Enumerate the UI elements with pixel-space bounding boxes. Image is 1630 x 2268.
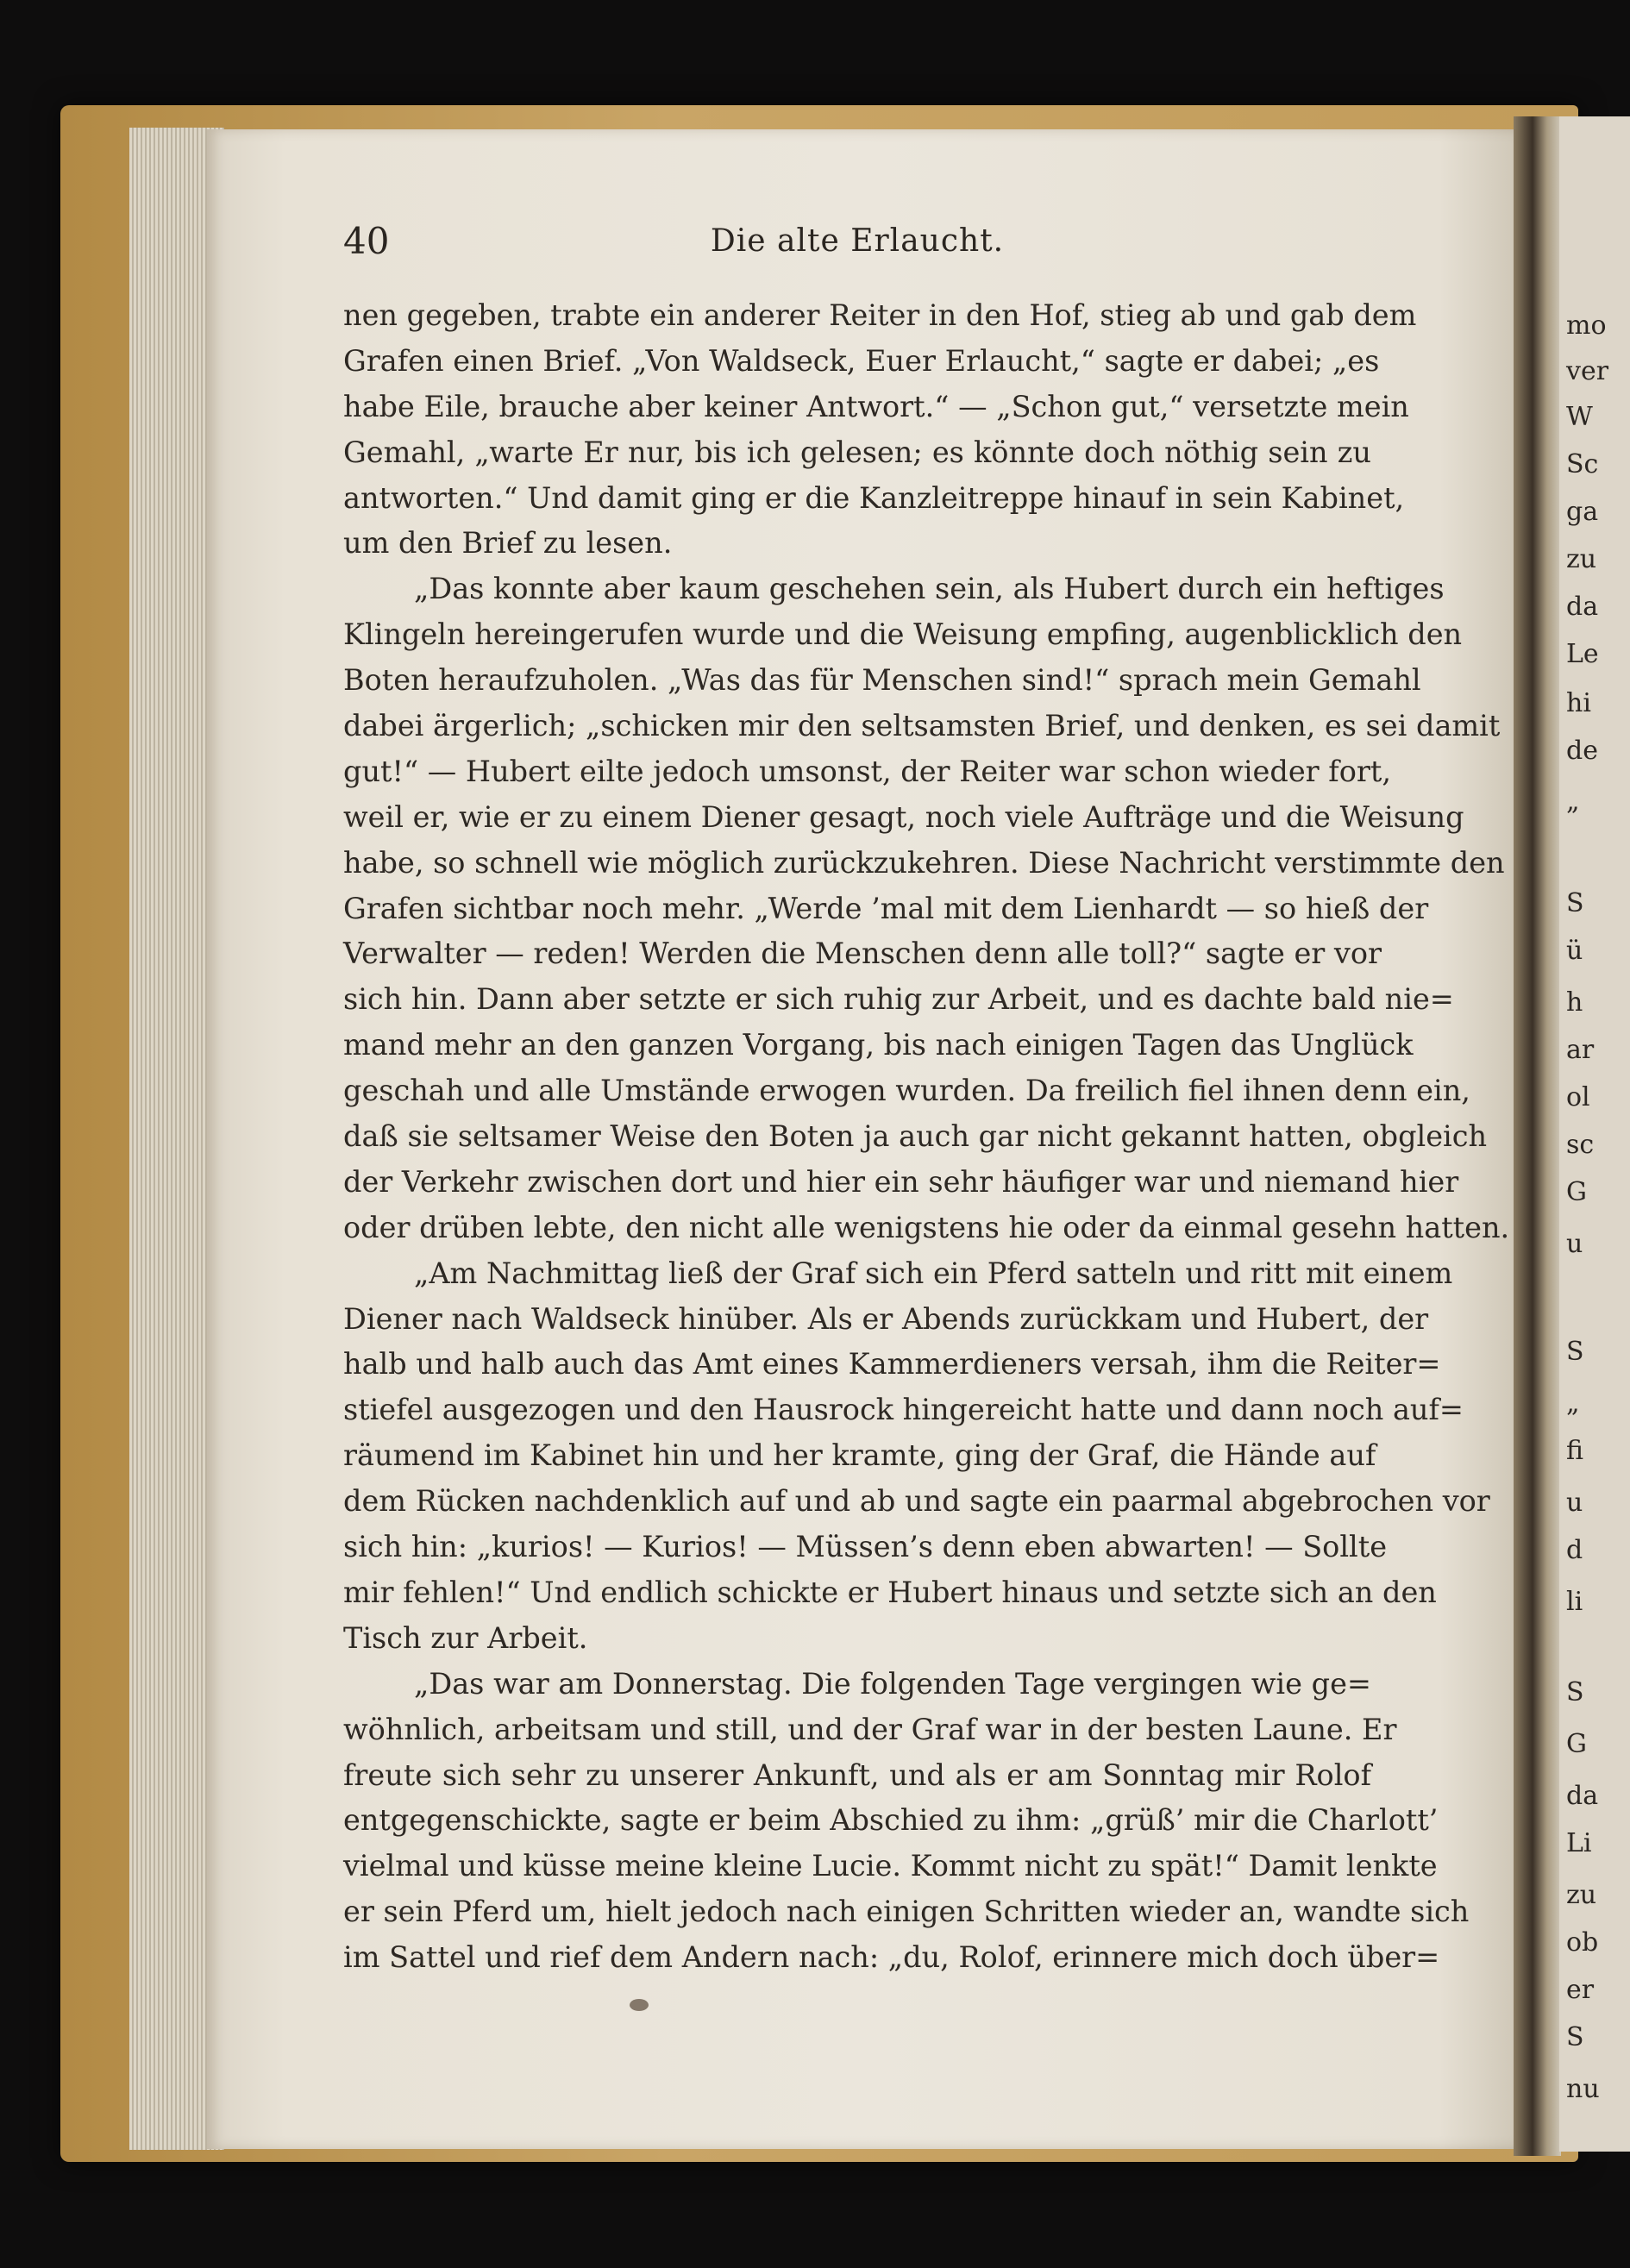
facing-page-text: zu: [1566, 1880, 1597, 1910]
facing-page-text: ü: [1566, 936, 1583, 966]
facing-page-text: ob: [1566, 1927, 1599, 1958]
body-text: [343, 293, 1510, 1981]
facing-page-text: h: [1566, 987, 1583, 1018]
facing-page-text: zu: [1566, 544, 1597, 574]
facing-page-text: G: [1566, 1729, 1587, 1759]
facing-page-text: S: [1566, 2022, 1584, 2052]
text-line: geschah und alle Umstände erwogen wurden. Da freilich fiel ihnen denn ein,: [343, 1074, 1470, 1108]
text-line: antworten.“ Und damit ging er die Kanzleitreppe hinauf in sein Kabinet,: [343, 480, 1405, 515]
text-line: er sein Pferd um, hielt jedoch nach einigen Schritten wieder an, wandte sich: [343, 1895, 1470, 1929]
text-line: um den Brief zu lesen.: [343, 526, 673, 561]
facing-page-text: S: [1566, 1337, 1584, 1367]
facing-page-text: ol: [1566, 1082, 1590, 1112]
facing-page-text: S: [1566, 1677, 1584, 1707]
text-line: wöhnlich, arbeitsam und still, und der Graf war in der besten Laune. Er: [343, 1712, 1397, 1746]
facing-page-text: W: [1566, 402, 1593, 432]
text-line: gut!“ — Hubert eilte jedoch umsonst, der Reiter war schon wieder fort,: [343, 754, 1391, 788]
facing-page-text: „: [1566, 1388, 1580, 1419]
facing-page-text: u: [1566, 1488, 1583, 1518]
text-line: daß sie seltsamer Weise den Boten ja auch gar nicht gekannt hatten, obgleich: [343, 1119, 1488, 1154]
facing-page-text: er: [1566, 1975, 1595, 2005]
facing-page-text: da: [1566, 1781, 1599, 1811]
facing-page-text: ga: [1566, 497, 1599, 527]
facing-page-text: Le: [1566, 639, 1599, 669]
text-line: Grafen einen Brief. „Von Waldseck, Euer Erlaucht,“ sagte er dabei; „es: [343, 343, 1380, 378]
page-number: 40: [343, 220, 390, 262]
text-line: „Das konnte aber kaum geschehen sein, als Hubert durch ein heftiges: [414, 572, 1445, 606]
facing-page-text: nu: [1566, 2074, 1600, 2104]
facing-page-text: li: [1566, 1587, 1583, 1617]
facing-page-text: u: [1566, 1229, 1583, 1259]
text-line: mir fehlen!“ Und endlich schickte er Hubert hinaus und setzte sich an den: [343, 1575, 1437, 1609]
facing-page-text: ar: [1566, 1035, 1595, 1065]
text-line: Grafen sichtbar noch mehr. „Werde ’mal mit dem Lienhardt — so hieß der: [343, 891, 1429, 925]
facing-page-text: de: [1566, 736, 1598, 766]
facing-page-text: „: [1566, 786, 1580, 817]
text-line: im Sattel und rief dem Andern nach: „du, Rolof, erinnere mich doch über=: [343, 1940, 1440, 1975]
text-line: Gemahl, „warte Er nur, bis ich gelesen; es könnte doch nöthig sein zu: [343, 435, 1371, 469]
text-line: räumend im Kabinet hin und her kramte, ging der Graf, die Hände auf: [343, 1438, 1376, 1473]
text-line: Tisch zur Arbeit.: [343, 1620, 588, 1655]
text-line: halb und halb auch das Amt eines Kammerdieners versah, ihm die Reiter=: [343, 1347, 1441, 1381]
text-line: habe, so schnell wie möglich zurückzukehren. Diese Nachricht verstimmte den: [343, 845, 1505, 880]
text-line: mand mehr an den ganzen Vorgang, bis nach einigen Tagen das Unglück: [343, 1028, 1414, 1062]
ink-smudge: [630, 1999, 649, 2011]
text-line: stiefel ausgezogen und den Hausrock hingereicht hatte und dann noch auf=: [343, 1393, 1464, 1427]
text-line: sich hin: „kurios! — Kurios! — Müssen’s denn eben abwarten! — Sollte: [343, 1530, 1388, 1564]
facing-page-text: ver: [1566, 356, 1609, 386]
book-gutter: [1514, 116, 1561, 2156]
text-line: dabei ärgerlich; „schicken mir den seltsamsten Brief, und denken, es sei damit: [343, 709, 1501, 743]
facing-page-fragment: [1559, 116, 1630, 2152]
text-line: freute sich sehr zu unserer Ankunft, und als er am Sonntag mir Rolof: [343, 1757, 1371, 1792]
text-line: Verwalter — reden! Werden die Menschen denn alle toll?“ sagte er vor: [343, 937, 1382, 971]
text-line: weil er, wie er zu einem Diener gesagt, noch viele Aufträge und die Weisung: [343, 799, 1464, 834]
text-line: sich hin. Dann aber setzte er sich ruhig zur Arbeit, und es dachte bald nie=: [343, 982, 1454, 1017]
facing-page-text: da: [1566, 592, 1599, 622]
text-line: nen gegeben, trabte ein anderer Reiter in den Hof, stieg ab und gab dem: [343, 298, 1417, 332]
text-line: entgegenschickte, sagte er beim Abschied zu ihm: „grüß’ mir die Charlott’: [343, 1803, 1439, 1838]
text-line: Diener nach Waldseck hinüber. Als er Abends zurückkam und Hubert, der: [343, 1301, 1429, 1336]
text-line: Klingeln hereingerufen wurde und die Weisung empfing, augenblicklich den: [343, 617, 1463, 652]
facing-page-text: mo: [1566, 310, 1607, 341]
text-line: der Verkehr zwischen dort und hier ein sehr häufiger war und niemand hier: [343, 1164, 1459, 1199]
text-line: oder drüben lebte, den nicht alle wenigstens hie oder da einmal gesehn hatten.: [343, 1210, 1510, 1244]
text-line: vielmal und küsse meine kleine Lucie. Kommt nicht zu spät!“ Damit lenkte: [343, 1849, 1438, 1883]
page-header: [343, 217, 1371, 266]
running-title: Die alte Erlaucht.: [710, 223, 1005, 259]
facing-page-text: fi: [1566, 1436, 1584, 1466]
facing-page-text: Li: [1566, 1828, 1592, 1858]
facing-page-text: hi: [1566, 688, 1591, 718]
text-line: dem Rücken nachdenklich auf und ab und sagte ein paarmal abgebrochen vor: [343, 1484, 1490, 1519]
facing-page-text: d: [1566, 1535, 1583, 1565]
text-line: „Das war am Donnerstag. Die folgenden Tage vergingen wie ge=: [414, 1666, 1371, 1701]
facing-page-text: Sc: [1566, 449, 1599, 479]
facing-page-text: sc: [1566, 1130, 1595, 1160]
facing-page-text: S: [1566, 888, 1584, 918]
text-line: Boten heraufzuholen. „Was das für Menschen sind!“ sprach mein Gemahl: [343, 663, 1421, 698]
text-line: habe Eile, brauche aber keiner Antwort.“ — „Schon gut,“ versetzte mein: [343, 389, 1409, 423]
text-line: „Am Nachmittag ließ der Graf sich ein Pferd satteln und ritt mit einem: [414, 1256, 1453, 1290]
facing-page-text: G: [1566, 1177, 1587, 1207]
